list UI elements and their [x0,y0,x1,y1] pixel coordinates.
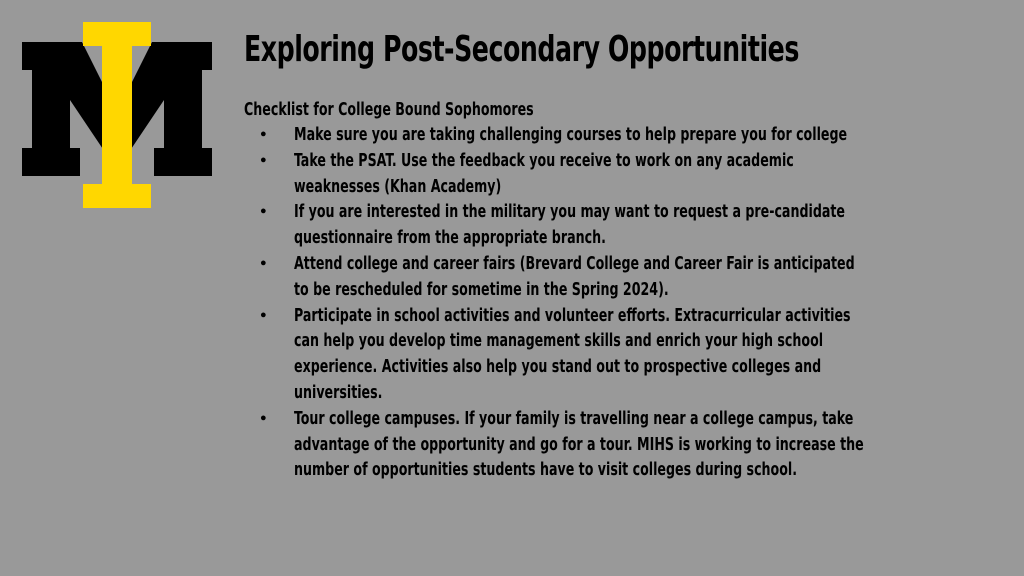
checklist-heading: Checklist for College Bound Sophomores [244,99,534,120]
checklist-item [244,303,944,406]
checklist-item-text: Make sure you are taking challenging courses to help prepare you for college [294,124,848,145]
bullet-icon: ● [260,128,267,140]
checklist-item [244,251,944,303]
bullet-icon: ● [260,411,267,424]
checklist-item-text: Participate in school activities and volunteer efforts. Extracurricular activities can help you develop time management skills and enrich your high school experience. Activities also help you stand out to prospective colleges and universities. [294,304,851,403]
checklist-item [244,148,944,200]
bullet-icon: ● [260,308,267,321]
slide-content [244,26,944,483]
checklist-item-text: Tour college campuses. If your family is travelling near a college campus, take advantage of the opportunity and go for a tour. MIHS is working to increase the number of opportunities students have to visit colleges during school. [294,407,864,481]
bullet-icon: ● [260,153,267,166]
checklist-item-text: Attend college and career fairs (Brevard College and Career Fair is anticipated to be rescheduled for sometime in the Spring 2024). [294,252,855,300]
checklist [244,122,944,483]
bullet-icon: ● [260,205,267,218]
checklist-item [244,406,944,483]
checklist-item [244,122,944,148]
checklist-item [244,199,944,251]
checklist-item-text: If you are interested in the military you may want to request a pre-candidate questionnaire from the appropriate branch. [294,201,845,249]
bullet-icon: ● [260,256,267,269]
slide-title: Exploring Post-Secondary Opportunities [244,29,799,70]
checklist-item-text: Take the PSAT. Use the feedback you receive to work on any academic weaknesses (Khan Academy) [294,149,794,197]
mi-logo-icon [22,20,212,210]
